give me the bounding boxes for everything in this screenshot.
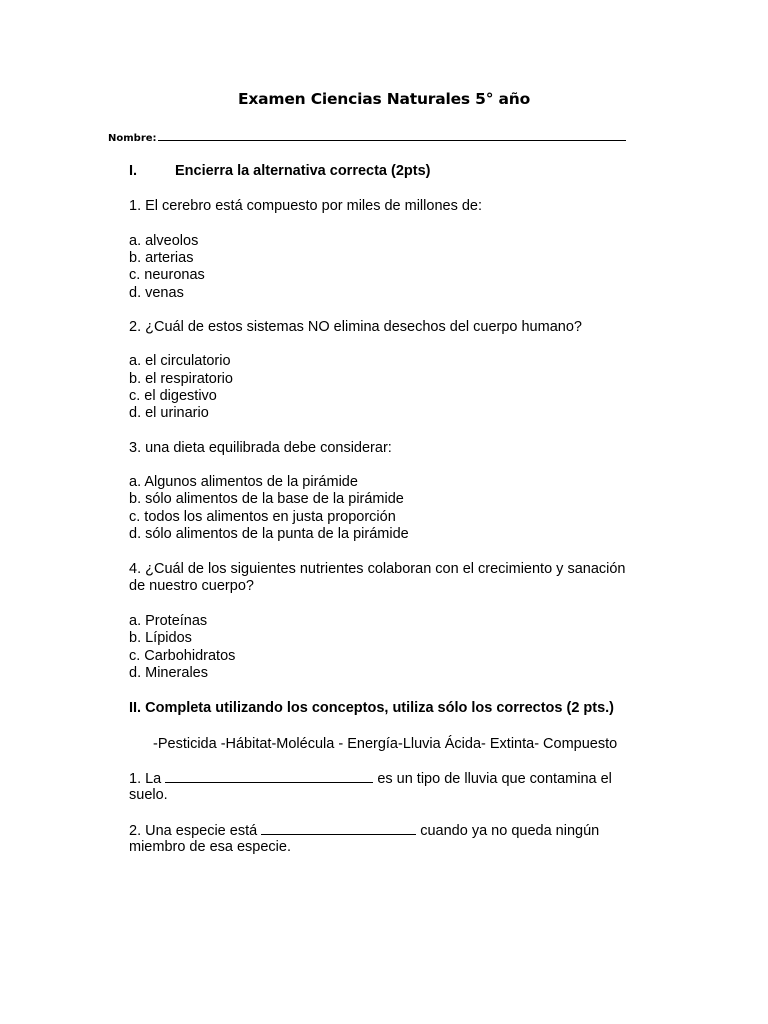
fill-item-2-line-2: miembro de esa especie.	[129, 839, 291, 855]
fill-item-1-after: es un tipo de lluvia que contamina el	[377, 771, 612, 787]
question-4-text-line-1: 4. ¿Cuál de los siguientes nutrientes colaboran con el crecimiento y sanación	[129, 561, 626, 577]
section-1-number: I.	[129, 163, 138, 179]
fill-item-2-after: cuando ya no queda ningún	[420, 823, 600, 839]
section-2-heading: II. Completa utilizando los conceptos, utiliza sólo los correctos (2 pts.)	[129, 700, 615, 716]
name-blank-line[interactable]	[158, 131, 626, 141]
question-2-option-c[interactable]: c. el digestivo	[129, 388, 217, 404]
question-4-option-b[interactable]: b. Lípidos	[129, 630, 192, 646]
question-3-text: 3. una dieta equilibrada debe considerar:	[129, 440, 392, 456]
question-3-option-d[interactable]: d. sólo alimentos de la punta de la pirámide	[129, 526, 409, 542]
question-4-text-line-2: de nuestro cuerpo?	[129, 578, 254, 594]
question-2-option-b[interactable]: b. el respiratorio	[129, 371, 233, 387]
question-1-text: 1. El cerebro está compuesto por miles de millones de:	[129, 198, 483, 214]
exam-title: Examen Ciencias Naturales 5° año	[237, 90, 531, 108]
question-4-option-c[interactable]: c. Carbohidratos	[129, 648, 236, 664]
fill-item-2-before: 2. Una especie está	[129, 823, 258, 839]
fill-item-1-line-2: suelo.	[129, 787, 168, 803]
question-3-option-a[interactable]: a. Algunos alimentos de la pirámide	[129, 474, 358, 490]
question-4-option-d[interactable]: d. Minerales	[129, 665, 208, 681]
question-3-option-b[interactable]: b. sólo alimentos de la base de la pirámide	[129, 491, 404, 507]
question-1-option-d[interactable]: d. venas	[129, 285, 184, 301]
question-2-text: 2. ¿Cuál de estos sistemas NO elimina desechos del cuerpo humano?	[129, 319, 582, 335]
fill-item-1-before: 1. La	[129, 771, 162, 787]
fill-item-2-line-1	[129, 821, 599, 841]
name-label: Nombre:	[108, 133, 157, 144]
question-1-option-b[interactable]: b. arterias	[129, 250, 194, 266]
question-1-option-a[interactable]: a. alveolos	[129, 233, 199, 249]
question-2-option-d[interactable]: d. el urinario	[129, 405, 209, 421]
question-2-option-a[interactable]: a. el circulatorio	[129, 353, 231, 369]
question-1-option-c[interactable]: c. neuronas	[129, 267, 205, 283]
fill-item-2-blank[interactable]	[261, 821, 416, 835]
question-4-option-a[interactable]: a. Proteínas	[129, 613, 208, 629]
section-1-title: Encierra la alternativa correcta (2pts)	[175, 163, 431, 179]
fill-item-1-blank[interactable]	[165, 769, 373, 783]
fill-item-1-line-1	[129, 769, 612, 789]
name-field	[108, 131, 626, 144]
section-1-heading	[129, 163, 430, 179]
question-3-option-c[interactable]: c. todos los alimentos en justa proporción	[129, 509, 396, 525]
concept-list: -Pesticida -Hábitat-Molécula - Energía-Lluvia Ácida- Extinta- Compuesto	[153, 736, 618, 752]
